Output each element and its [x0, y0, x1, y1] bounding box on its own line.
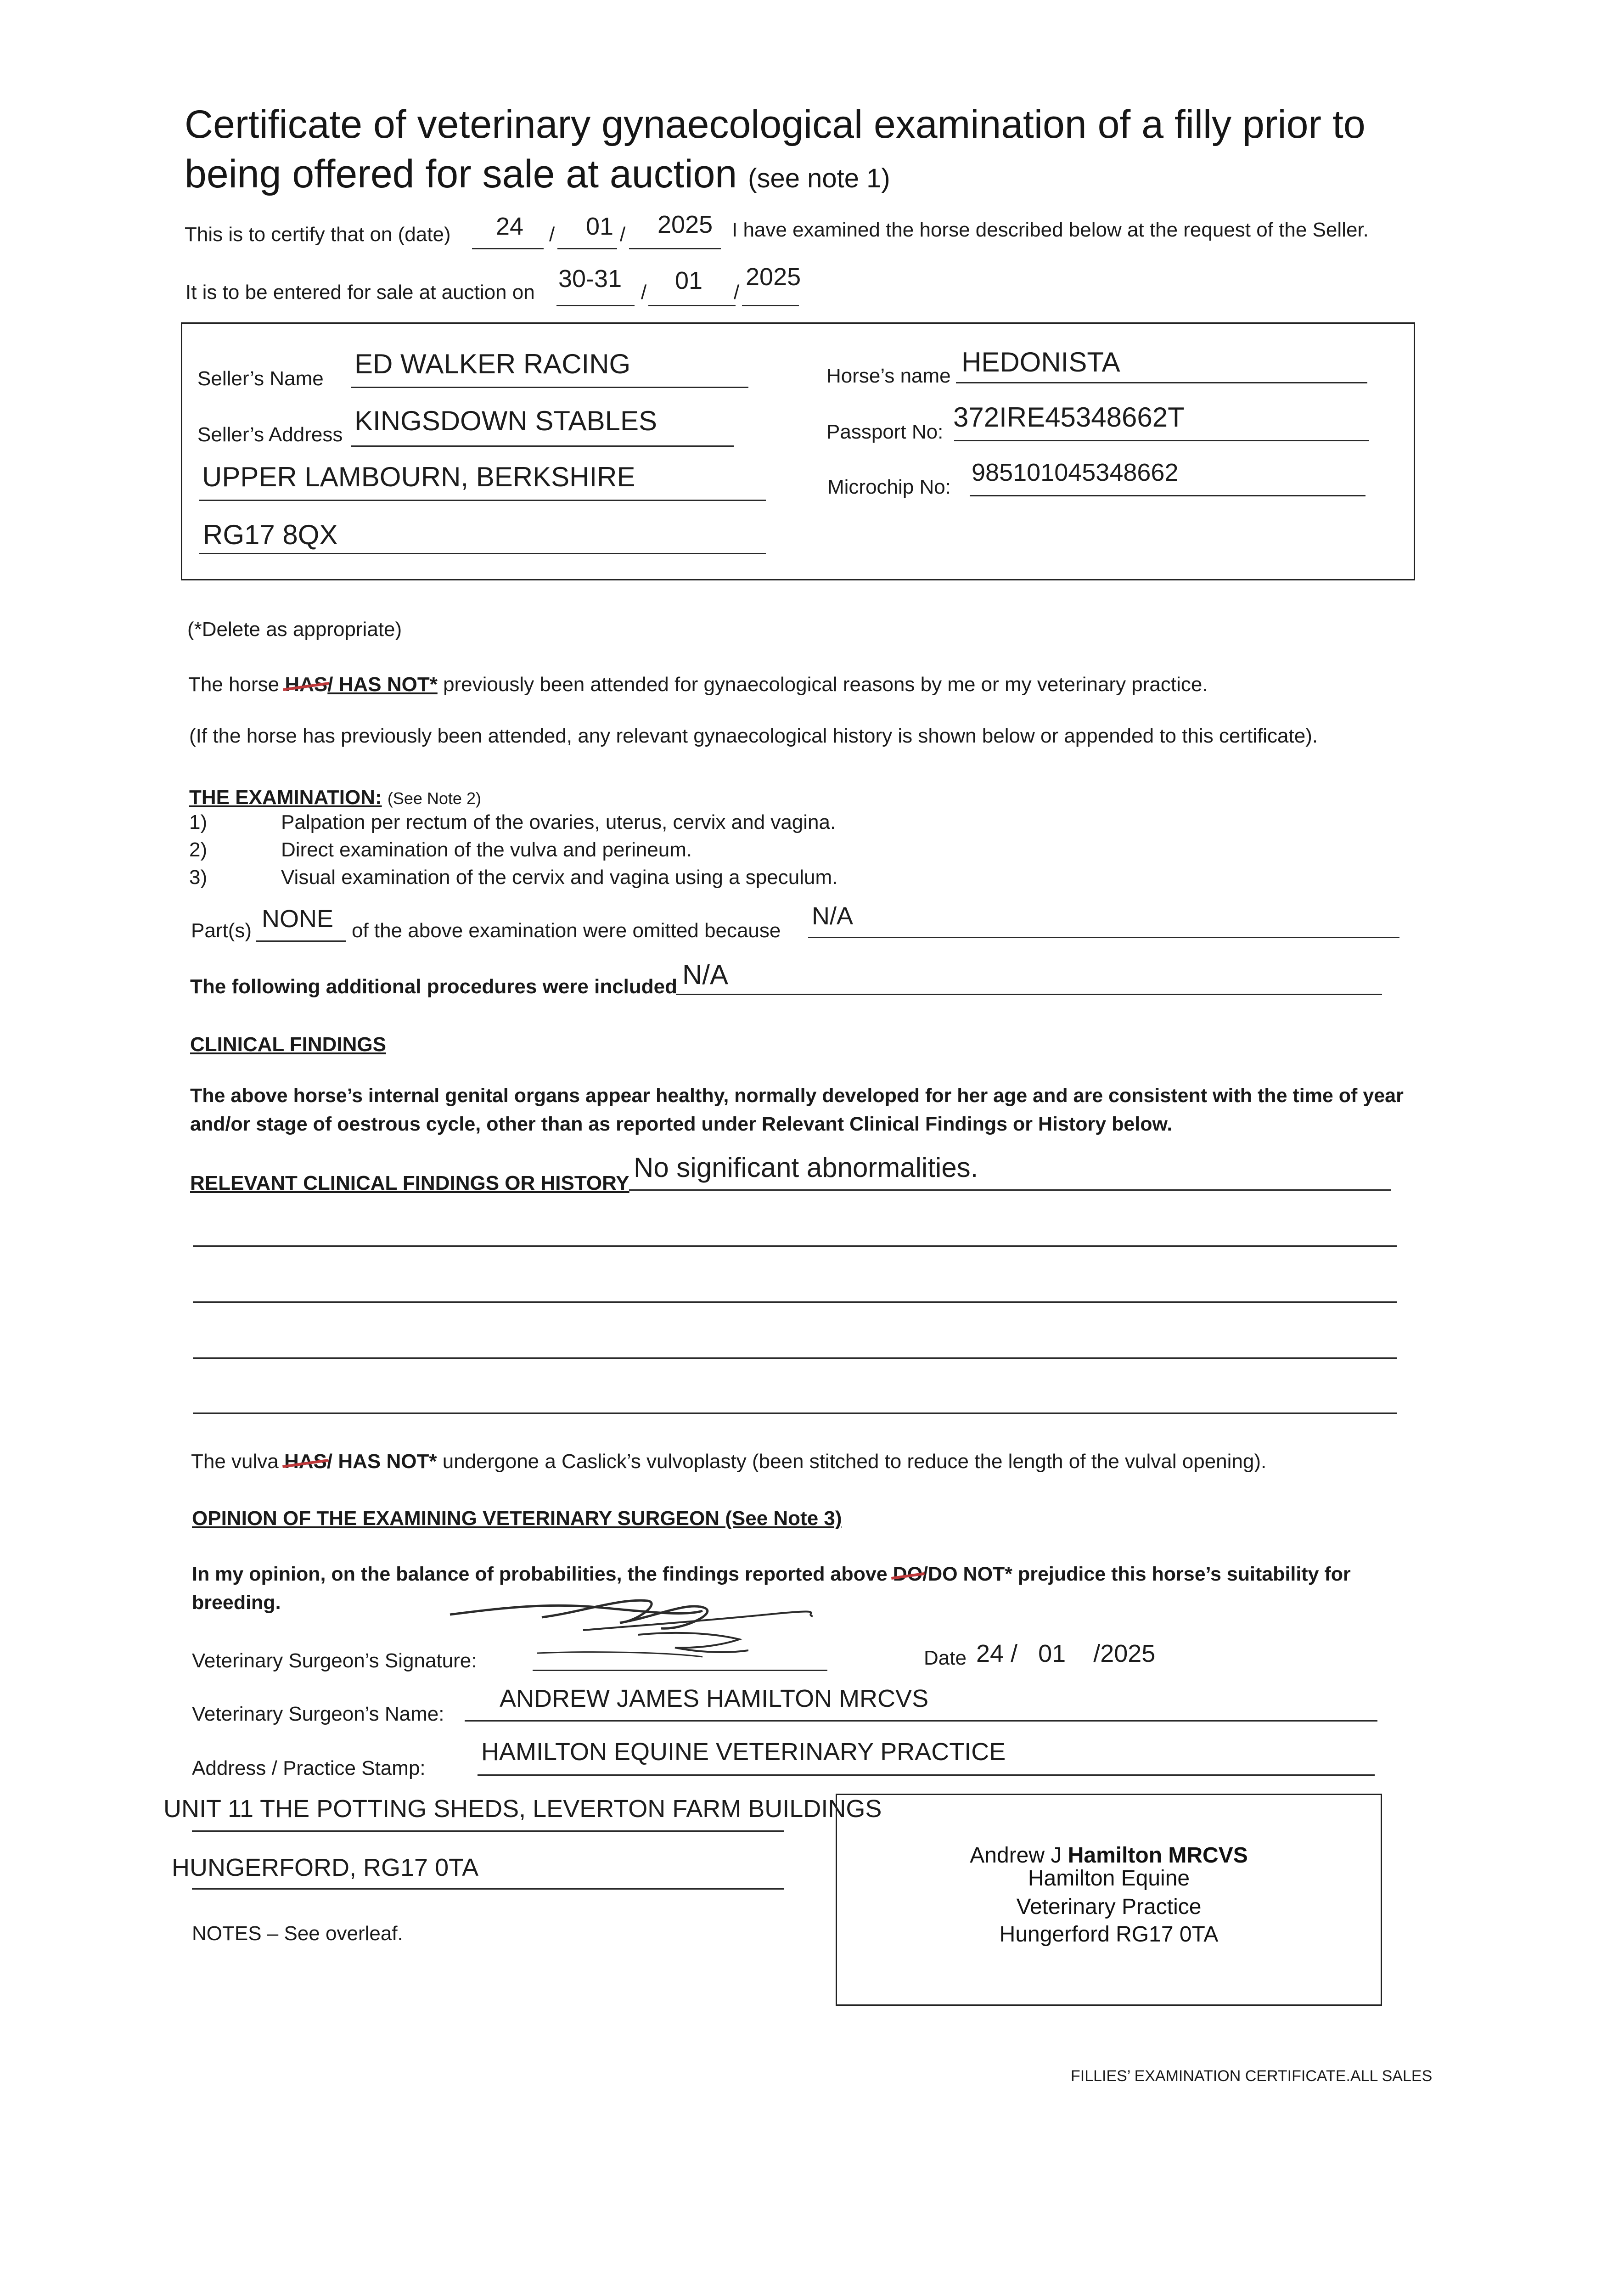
horse-name-label: Horse’s name — [826, 365, 951, 387]
certify-year: 2025 — [657, 211, 713, 238]
certify-month: 01 — [586, 213, 614, 240]
signature-date: 24 / 01 /2025 — [976, 1640, 1156, 1667]
omitted-prefix: Part(s) — [191, 919, 252, 942]
notes-reference: NOTES – See overleaf. — [192, 1922, 403, 1945]
examination-item-2: 2) Direct examination of the vulva and perineum. — [189, 838, 692, 861]
examination-item-3: 3) Visual examination of the cervix and vagina using a speculum. — [189, 866, 838, 889]
opinion-statement-line-1: In my opinion, on the balance of probabilities, the findings reported above DO/DO NOT* prejudice this horse’s suitability for — [192, 1563, 1351, 1585]
findings-blank-line-1 — [193, 1245, 1397, 1247]
title-line-1: Certificate of veterinary gynaecological examination of a filly prior to — [185, 102, 1366, 146]
title-note: (see note 1) — [748, 163, 890, 193]
relevant-findings-value: No significant abnormalities. — [634, 1152, 978, 1183]
microchip-value: 985101045348662 — [972, 459, 1179, 486]
seller-address-line-3: RG17 8QX — [203, 519, 338, 550]
practice-name-value: HAMILTON EQUINE VETERINARY PRACTICE — [481, 1738, 1006, 1766]
seller-name-value: ED WALKER RACING — [354, 349, 631, 379]
stamp-line-2: Hamilton Equine — [1028, 1866, 1190, 1891]
practice-address-line-1: UNIT 11 THE POTTING SHEDS, LEVERTON FARM BUILDINGS — [163, 1795, 882, 1823]
auction-prefix: It is to be entered for sale at auction on — [185, 281, 535, 304]
page-title — [185, 100, 1366, 199]
clinical-statement-line-2: and/or stage of oestrous cycle, other than as reported under Relevant Clinical Findings or History below. — [190, 1113, 1173, 1135]
attended-statement: The horse HAS/ HAS NOT* previously been attended for gynaecological reasons by me or my veterinary practice. — [188, 673, 1208, 696]
opinion-do-not: /DO NOT* — [922, 1563, 1013, 1585]
auction-month: 01 — [675, 267, 703, 294]
omitted-middle: of the above examination were omitted because — [352, 919, 781, 942]
seller-address-label: Seller’s Address — [197, 423, 343, 446]
signature-label: Veterinary Surgeon’s Signature: — [192, 1649, 477, 1672]
vet-name-value: ANDREW JAMES HAMILTON MRCVS — [500, 1685, 929, 1712]
history-note: (If the horse has previously been attended, any relevant gynaecological history is shown below or appended to this certificate). — [189, 725, 1318, 747]
attended-has-not: / HAS NOT* — [327, 673, 438, 696]
findings-blank-line-2 — [193, 1301, 1397, 1303]
title-line-2: being offered for sale at auction (see note 1) — [185, 152, 890, 196]
attended-has-struck: HAS — [285, 673, 328, 696]
vulva-has-struck: HAS — [284, 1450, 327, 1473]
seller-address-line-2: UPPER LAMBOURN, BERKSHIRE — [202, 461, 635, 492]
signature-scribble — [445, 1584, 831, 1676]
additional-procedures-value: N/A — [682, 959, 729, 990]
auction-day: 30-31 — [558, 265, 622, 293]
practice-address-label: Address / Practice Stamp: — [192, 1757, 426, 1779]
additional-procedures-label: The following additional procedures were included — [190, 975, 678, 998]
certify-suffix: I have examined the horse described below at the request of the Seller. — [732, 219, 1369, 241]
seller-address-line-1: KINGSDOWN STABLES — [354, 405, 657, 436]
stamp-line-3: Veterinary Practice — [1016, 1895, 1202, 1919]
passport-value: 372IRE45348662T — [953, 402, 1185, 433]
relevant-findings-label: RELEVANT CLINICAL FINDINGS OR HISTORY — [190, 1172, 629, 1194]
clinical-findings-heading: CLINICAL FINDINGS — [190, 1033, 386, 1056]
findings-blank-line-4 — [193, 1412, 1397, 1414]
omitted-reason-value: N/A — [812, 902, 854, 930]
auction-year: 2025 — [746, 263, 801, 291]
stamp-line-1: Andrew J Hamilton MRCVS — [970, 1843, 1248, 1868]
opinion-heading: OPINION OF THE EXAMINING VETERINARY SURGEON (See Note 3) — [192, 1507, 842, 1530]
vulva-has-not: / HAS NOT* — [326, 1450, 437, 1473]
practice-stamp — [836, 1794, 1382, 2006]
vulva-statement: The vulva HAS/ HAS NOT* undergone a Caslick’s vulvoplasty (been stitched to reduce the length of the vulval opening). — [191, 1450, 1267, 1473]
certify-day: 24 — [496, 213, 524, 240]
footer-form-id: FILLIES’ EXAMINATION CERTIFICATE.ALL SALES — [1071, 2067, 1433, 2085]
seller-name-label: Seller’s Name — [197, 367, 324, 390]
signature-date-label: Date — [924, 1647, 967, 1669]
findings-blank-line-3 — [193, 1357, 1397, 1359]
horse-name-value: HEDONISTA — [961, 347, 1120, 377]
opinion-do-struck: DO — [893, 1563, 923, 1585]
certificate-page: Certificate of veterinary gynaecological examination of a filly prior to being offered for sale at auction (see note 1) This is to certify that on (date) 24 / 01 / 2025 I have examined the horse described below at the request of the Seller. It is to be entered for sale at auction on 30-31 / 01 / 2025 Seller’s Name ED WALKER RACING Seller’s Address KINGSDOWN STABLES UPPER LAMBOURN, BERKSHIRE RG17 8QX Horse’s name HEDONISTA Passport No: 372IRE45348662T Microchip No: 985101045348662 (*Delete as appropriate) The horse HAS/ HAS NOT* previously been attended for gynaecological reasons by me or my veterinary practice. (If the horse has previously been attended, any relevant gynaecological history is shown below or appended to this certificate). THE EXAMINATION: (See Note 2) 1) Palpation per rectum of the ovaries, uterus, cervix and vagina. 2) Direct examination of the vulva and perineum. 3) Visual examination of the cervix and vagina using a speculum. Part(s) NONE of the above examination were omitted because N/A The following additional procedures were included N/A CLINICAL FINDINGS The above horse’s internal genital organs appear healthy, normally developed for her age and are consistent with the time of year and/or stage of oestrous cycle, other than as reported under Relevant Clinical Findings or History below. RELEVANT CLINICAL FINDINGS OR HISTORY No significant abnormalities. The vulva HAS/ HAS NOT* undergone a Caslick’s vulvoplasty (been stitched to reduce the length of the vulval opening). OPINION OF THE EXAMINING VETERINARY SURGEON (See Note 3) In my opinion, on the balance of probabilities, the findings reported above DO/DO NOT* prejudice this horse’s suitability for breeding. Veterinary Surgeon’s Signature: Date 24 / 01 /2025 Veterinary Surgeon’s Name: ANDREW JAMES HAMILTON MRCVS Address / Practice Stamp: HAMILTON EQUINE VETERINARY PRACTICE UNIT 11 THE POTTING SHEDS, LEVERTON FARM BUILDINGS HUNGERFORD, RG17 0TA Andrew J Hamilton MRCVS Hamilton Equine Veterinary Practice Hungerford RG17 0TA NOTES – See overleaf. FILLIES’ EXAMINATION CERTIFICATE.ALL SALES — [0, 0, 1624, 2296]
omitted-parts-value: NONE — [262, 905, 334, 933]
certify-prefix: This is to certify that on (date) — [185, 223, 451, 246]
passport-label: Passport No: — [826, 421, 944, 443]
delete-note: (*Delete as appropriate) — [187, 618, 402, 641]
opinion-statement-line-2: breeding. — [192, 1592, 281, 1614]
examination-heading: THE EXAMINATION: (See Note 2) — [189, 786, 481, 809]
vet-name-label: Veterinary Surgeon’s Name: — [192, 1703, 444, 1725]
practice-address-line-2: HUNGERFORD, RG17 0TA — [172, 1854, 479, 1881]
examination-item-1: 1) Palpation per rectum of the ovaries, uterus, cervix and vagina. — [189, 811, 836, 833]
examination-note: (See Note 2) — [387, 789, 481, 808]
clinical-statement-line-1: The above horse’s internal genital organs appear healthy, normally developed for her age and are consistent with the time of year — [190, 1085, 1404, 1107]
microchip-label: Microchip No: — [827, 476, 951, 498]
stamp-line-4: Hungerford RG17 0TA — [999, 1922, 1219, 1947]
